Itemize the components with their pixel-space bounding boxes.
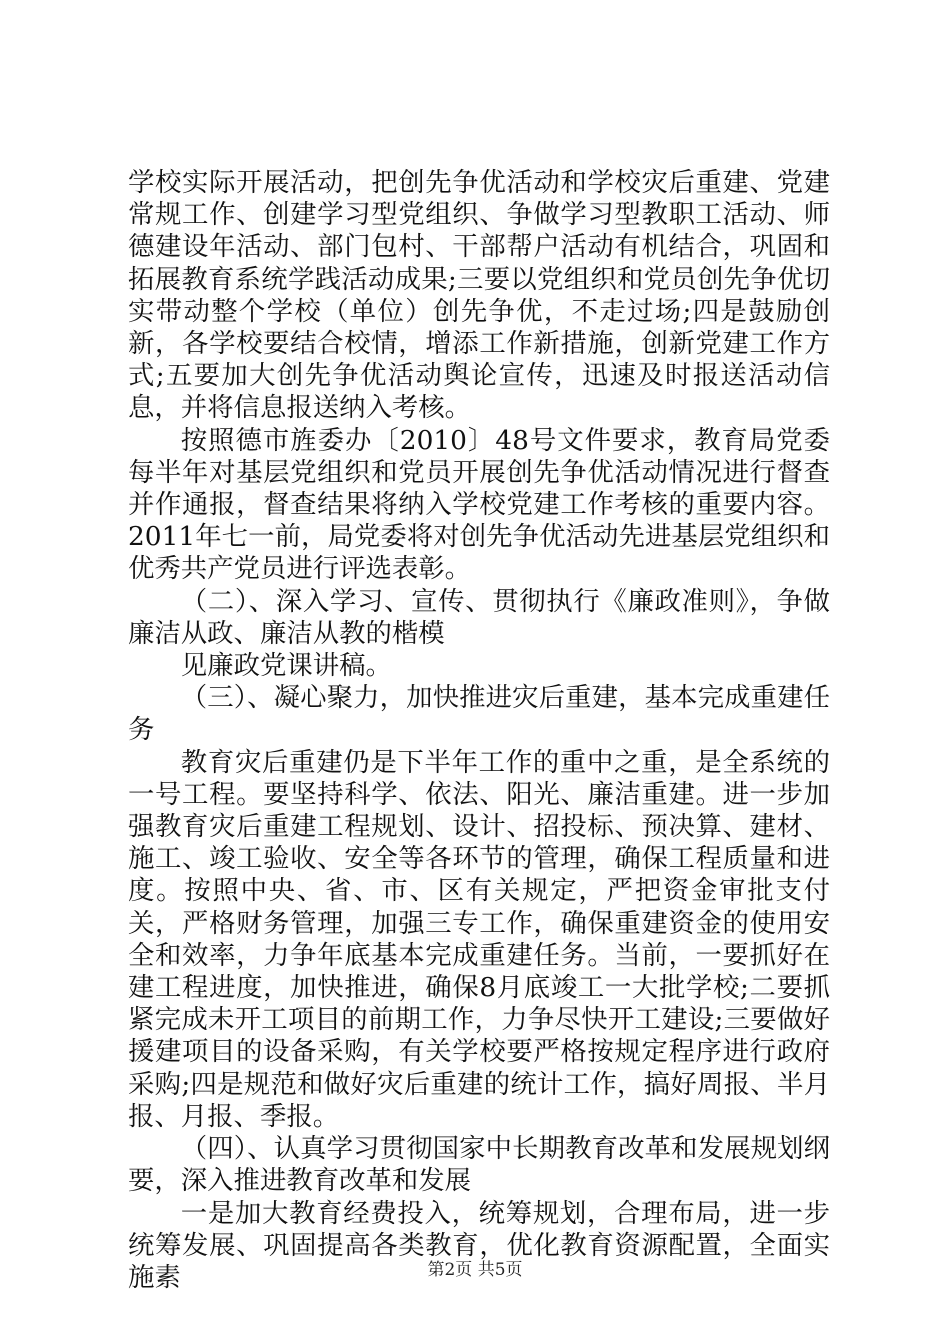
paragraph: 教育灾后重建仍是下半年工作的重中之重，是全系统的一号工程。要坚持科学、依法、阳光、廉洁重建。进一步加强教育灾后重建工程规划、设计、招投标、预决算、建材、施工、竣工验收、安全等各环节的管理，确保工程质量和进度。按照中央、省、市、区有关规定，严把资金审批支付关，严格财务管理，加强三专工作，确保重建资金的使用安全和效率，力争年底基本完成重建任务。当前，一要抓好在建工程进度，加快推进，确保8月底竣工一大批学校;二要抓紧完成未开工项目的前期工作，力争尽快开工建设;三要做好援建项目的设备采购，有关学校要严格按规定程序进行政府采购;四是规范和做好灾后重建的统计工作，搞好周报、半月报、月报、季报。: [128, 746, 830, 1132]
section-heading: （二）、深入学习、宣传、贯彻执行《廉政准则》，争做廉洁从政、廉洁从教的楷模: [128, 585, 830, 649]
paragraph: 见廉政党课讲稿。: [180, 650, 392, 682]
section-heading: （三）、凝心聚力，加快推进灾后重建，基本完成重建任务: [128, 682, 830, 746]
paragraph: 学校实际开展活动，把创先争优活动和学校灾后重建、党建常规工作、创建学习型党组织、争做学习型教职工活动、师德建设年活动、部门包村、干部帮户活动有机结合，巩固和拓展教育系统学践活动成果;三要以党组织和党员创先争优切实带动整个学校（单位）创先争优，不走过场;四是鼓励创新，各学校要结合校情，增添工作新措施，创新党建工作方式;五要加大创先争优活动舆论宣传，迅速及时报送活动信息，并将信息报送纳入考核。: [128, 167, 830, 424]
page-number-footer: 第2页 共5页: [427, 1260, 523, 1280]
document-body: [128, 167, 830, 1294]
paragraph: 按照德市旌委办〔2010〕48号文件要求，教育局党委每半年对基层党组织和党员开展创先争优活动情况进行督查并作通报，督查结果将纳入学校党建工作考核的重要内容。2011年七一前，局党委将对创先争优活动先进基层党组织和优秀共产党员进行评选表彰。: [128, 424, 830, 585]
paragraph: 一是加大教育经费投入，统筹规划，合理布局，进一步统筹发展、巩固提高各类教育，优化教育资源配置，全面实施素: [128, 1197, 830, 1293]
section-heading: （四）、认真学习贯彻国家中长期教育改革和发展规划纲要，深入推进教育改革和发展: [128, 1133, 830, 1197]
